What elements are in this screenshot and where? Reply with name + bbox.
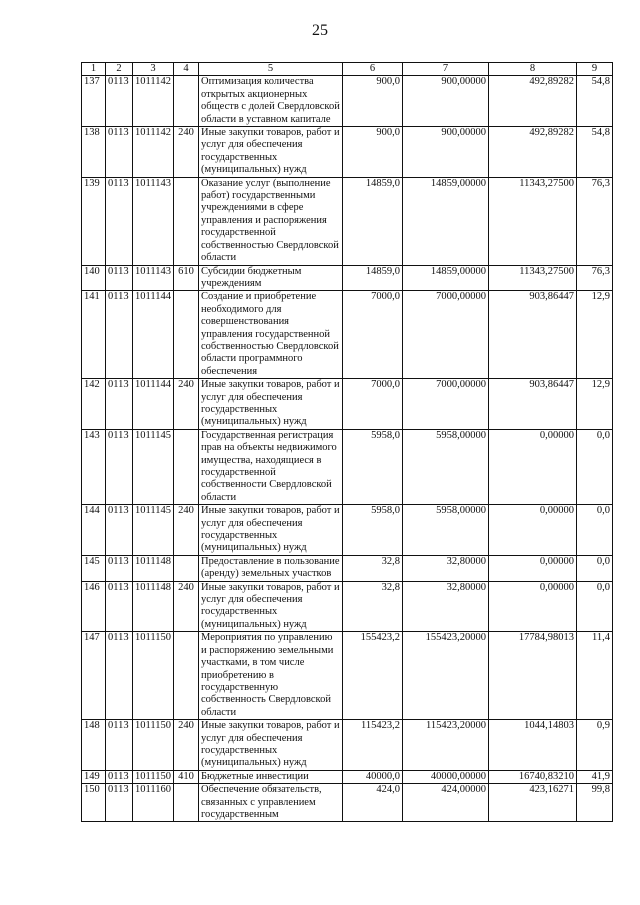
percent-col-9: 0,9 [577, 720, 613, 771]
article-code: 1011143 [133, 177, 174, 265]
expense-type-code [174, 76, 199, 127]
value-col-8: 903,86447 [489, 379, 577, 430]
value-col-7: 14859,00000 [403, 177, 489, 265]
row-number: 140 [82, 265, 106, 291]
table-row [82, 76, 613, 127]
percent-col-9: 11,4 [577, 632, 613, 720]
value-col-7: 424,00000 [403, 784, 489, 822]
value-col-7: 32,80000 [403, 581, 489, 632]
row-number: 147 [82, 632, 106, 720]
column-header: 9 [577, 63, 613, 76]
table-row [82, 127, 613, 178]
column-header: 3 [133, 63, 174, 76]
column-header: 5 [199, 63, 343, 76]
expense-type-code [174, 632, 199, 720]
percent-col-9: 76,3 [577, 177, 613, 265]
item-name: Бюджетные инвестиции [199, 770, 343, 783]
expense-type-code: 240 [174, 505, 199, 556]
percent-col-9: 76,3 [577, 265, 613, 291]
expense-type-code [174, 784, 199, 822]
article-code: 1011143 [133, 265, 174, 291]
column-header: 8 [489, 63, 577, 76]
expense-type-code: 240 [174, 720, 199, 771]
item-name: Иные закупки товаров, работ и услуг для обеспечения государственных (муниципальных) нужд [199, 505, 343, 556]
percent-col-9: 0,0 [577, 581, 613, 632]
row-number: 146 [82, 581, 106, 632]
section-code: 0113 [106, 581, 133, 632]
table-row [82, 177, 613, 265]
expense-type-code [174, 555, 199, 581]
value-col-8: 423,16271 [489, 784, 577, 822]
value-col-6: 40000,0 [343, 770, 403, 783]
table-row [82, 784, 613, 822]
value-col-6: 424,0 [343, 784, 403, 822]
item-name: Субсидии бюджетным учреждениям [199, 265, 343, 291]
table-row [82, 379, 613, 430]
table-row [82, 265, 613, 291]
table-row [82, 291, 613, 379]
value-col-6: 155423,2 [343, 632, 403, 720]
expense-type-code [174, 429, 199, 504]
article-code: 1011144 [133, 379, 174, 430]
row-number: 141 [82, 291, 106, 379]
table-row [82, 429, 613, 504]
article-code: 1011150 [133, 720, 174, 771]
value-col-8: 11343,27500 [489, 265, 577, 291]
value-col-7: 115423,20000 [403, 720, 489, 771]
expense-type-code [174, 177, 199, 265]
section-code: 0113 [106, 379, 133, 430]
section-code: 0113 [106, 76, 133, 127]
article-code: 1011148 [133, 555, 174, 581]
table-row [82, 770, 613, 783]
row-number: 150 [82, 784, 106, 822]
item-name: Иные закупки товаров, работ и услуг для обеспечения государственных (муниципальных) нужд [199, 720, 343, 771]
section-code: 0113 [106, 265, 133, 291]
percent-col-9: 54,8 [577, 127, 613, 178]
percent-col-9: 54,8 [577, 76, 613, 127]
article-code: 1011142 [133, 127, 174, 178]
row-number: 138 [82, 127, 106, 178]
expense-type-code: 610 [174, 265, 199, 291]
section-code: 0113 [106, 291, 133, 379]
item-name: Иные закупки товаров, работ и услуг для обеспечения государственных (муниципальных) нужд [199, 379, 343, 430]
table-row [82, 505, 613, 556]
section-code: 0113 [106, 177, 133, 265]
value-col-8: 492,89282 [489, 76, 577, 127]
value-col-6: 5958,0 [343, 429, 403, 504]
value-col-7: 14859,00000 [403, 265, 489, 291]
value-col-6: 900,0 [343, 76, 403, 127]
item-name: Государственная регистрация прав на объекты недвижимого имущества, находящиеся в государственной собственности Свердловской области [199, 429, 343, 504]
value-col-6: 32,8 [343, 555, 403, 581]
value-col-8: 0,00000 [489, 505, 577, 556]
table-row [82, 581, 613, 632]
item-name: Оптимизация количества открытых акционерных обществ с долей Свердловской области в уставном капитале [199, 76, 343, 127]
article-code: 1011148 [133, 581, 174, 632]
value-col-7: 40000,00000 [403, 770, 489, 783]
row-number: 137 [82, 76, 106, 127]
column-header: 1 [82, 63, 106, 76]
table-row [82, 632, 613, 720]
value-col-7: 5958,00000 [403, 429, 489, 504]
section-code: 0113 [106, 770, 133, 783]
budget-table [81, 62, 613, 822]
page-number: 25 [312, 22, 328, 39]
item-name: Оказание услуг (выполнение работ) государственными учреждениями в сфере управления и распоряжения государственной собственностью Свердловской области [199, 177, 343, 265]
column-header: 7 [403, 63, 489, 76]
value-col-7: 7000,00000 [403, 379, 489, 430]
value-col-7: 32,80000 [403, 555, 489, 581]
item-name: Иные закупки товаров, работ и услуг для обеспечения государственных (муниципальных) нужд [199, 127, 343, 178]
value-col-6: 115423,2 [343, 720, 403, 771]
table-row [82, 555, 613, 581]
article-code: 1011160 [133, 784, 174, 822]
article-code: 1011150 [133, 632, 174, 720]
value-col-8: 16740,83210 [489, 770, 577, 783]
item-name: Создание и приобретение необходимого для совершенствования управления государственной собственностью Свердловской области программного обеспечения [199, 291, 343, 379]
value-col-7: 900,00000 [403, 76, 489, 127]
section-code: 0113 [106, 720, 133, 771]
article-code: 1011145 [133, 429, 174, 504]
value-col-6: 32,8 [343, 581, 403, 632]
item-name: Предоставление в пользование (аренду) земельных участков [199, 555, 343, 581]
percent-col-9: 12,9 [577, 291, 613, 379]
article-code: 1011150 [133, 770, 174, 783]
table-row [82, 720, 613, 771]
section-code: 0113 [106, 505, 133, 556]
row-number: 149 [82, 770, 106, 783]
value-col-6: 5958,0 [343, 505, 403, 556]
section-code: 0113 [106, 429, 133, 504]
value-col-8: 903,86447 [489, 291, 577, 379]
row-number: 145 [82, 555, 106, 581]
expense-type-code: 240 [174, 379, 199, 430]
table-body [82, 76, 613, 822]
item-name: Обеспечение обязательств, связанных с управлением государственным [199, 784, 343, 822]
section-code: 0113 [106, 632, 133, 720]
expense-type-code: 240 [174, 581, 199, 632]
column-header: 4 [174, 63, 199, 76]
article-code: 1011142 [133, 76, 174, 127]
percent-col-9: 41,9 [577, 770, 613, 783]
value-col-6: 7000,0 [343, 379, 403, 430]
column-header: 6 [343, 63, 403, 76]
expense-type-code: 240 [174, 127, 199, 178]
value-col-8: 0,00000 [489, 581, 577, 632]
column-header: 2 [106, 63, 133, 76]
row-number: 139 [82, 177, 106, 265]
row-number: 143 [82, 429, 106, 504]
value-col-8: 0,00000 [489, 429, 577, 504]
percent-col-9: 0,0 [577, 429, 613, 504]
percent-col-9: 12,9 [577, 379, 613, 430]
article-code: 1011144 [133, 291, 174, 379]
row-number: 144 [82, 505, 106, 556]
article-code: 1011145 [133, 505, 174, 556]
value-col-8: 11343,27500 [489, 177, 577, 265]
section-code: 0113 [106, 784, 133, 822]
percent-col-9: 0,0 [577, 555, 613, 581]
table-header-row [82, 63, 613, 76]
value-col-7: 900,00000 [403, 127, 489, 178]
value-col-8: 17784,98013 [489, 632, 577, 720]
row-number: 148 [82, 720, 106, 771]
item-name: Иные закупки товаров, работ и услуг для обеспечения государственных (муниципальных) нужд [199, 581, 343, 632]
expense-type-code: 410 [174, 770, 199, 783]
value-col-6: 7000,0 [343, 291, 403, 379]
value-col-7: 7000,00000 [403, 291, 489, 379]
percent-col-9: 99,8 [577, 784, 613, 822]
value-col-8: 1044,14803 [489, 720, 577, 771]
value-col-6: 900,0 [343, 127, 403, 178]
value-col-6: 14859,0 [343, 177, 403, 265]
percent-col-9: 0,0 [577, 505, 613, 556]
section-code: 0113 [106, 127, 133, 178]
value-col-7: 5958,00000 [403, 505, 489, 556]
value-col-6: 14859,0 [343, 265, 403, 291]
row-number: 142 [82, 379, 106, 430]
value-col-8: 0,00000 [489, 555, 577, 581]
value-col-7: 155423,20000 [403, 632, 489, 720]
expense-type-code [174, 291, 199, 379]
section-code: 0113 [106, 555, 133, 581]
value-col-8: 492,89282 [489, 127, 577, 178]
item-name: Мероприятия по управлению и распоряжению земельными участками, в том числе приобретению в государственную собственность Свердловской области [199, 632, 343, 720]
